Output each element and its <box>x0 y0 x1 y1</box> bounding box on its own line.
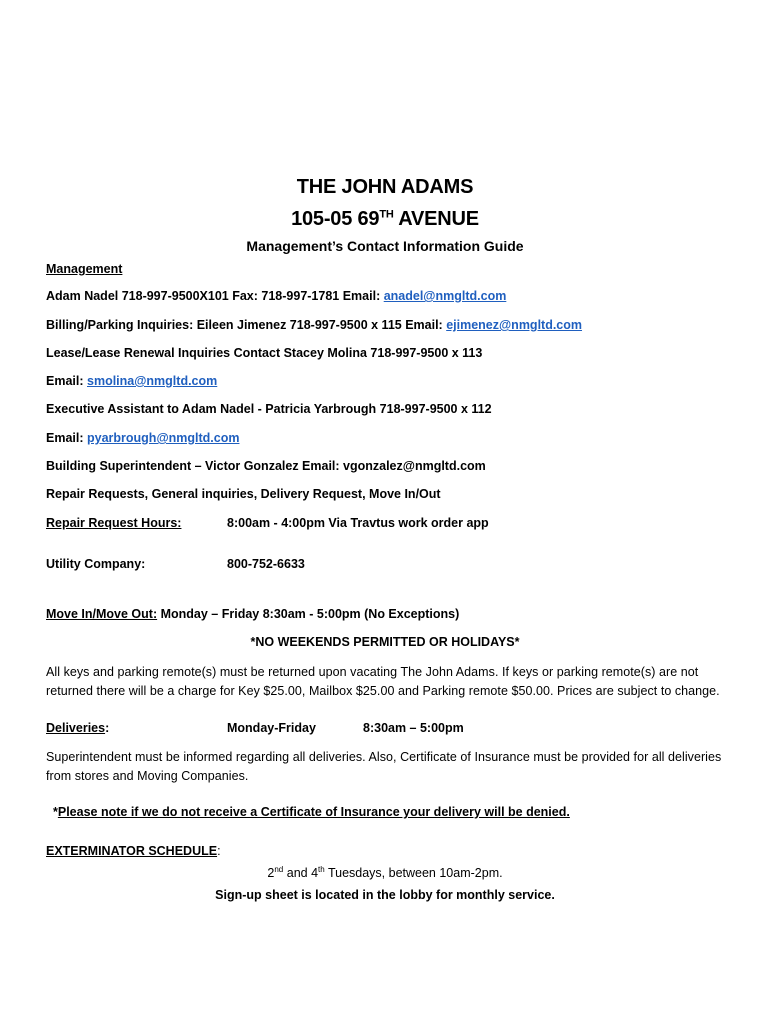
address-number: 105-05 69 <box>291 208 380 230</box>
keys-paragraph: All keys and parking remote(s) must be returned upon vacating The John Adams. If keys or parking remote(s) are not returned there will be a charge for Key $25.00, Mailbox $25.00 and Parking remote $50.00. Prices are subject to change. <box>46 665 720 698</box>
deliveries-hours: 8:30am – 5:00pm <box>363 721 464 735</box>
title-building-name: THE JOHN ADAMS <box>296 176 474 198</box>
deliveries-label: Deliveries <box>46 721 106 735</box>
utility-row <box>46 557 726 571</box>
superintendent-contact-line: Building Superintendent – Victor Gonzalez Email: vgonzalez@nmgltd.com <box>46 459 486 473</box>
schedule-time: Tuesdays, between 10am-2pm. <box>324 866 503 880</box>
adam-contact-text: Adam Nadel 718-997-9500X101 Fax: 718-997-1781 Email: <box>46 289 384 303</box>
deliveries-days: Monday-Friday <box>227 721 316 735</box>
move-value: Monday – Friday 8:30am - 5:00pm (No Exceptions) <box>157 607 460 621</box>
move-weekend-note: *NO WEEKENDS PERMITTED OR HOLIDAYS* <box>250 635 520 649</box>
lease-email-line <box>46 374 217 388</box>
move-label: Move In/Move Out: <box>46 607 158 621</box>
billing-email-link[interactable]: ejimenez@nmgltd.com <box>446 318 583 332</box>
lease-contact-line: Lease/Lease Renewal Inquiries Contact Stacey Molina 718-997-9500 x 113 <box>46 346 483 360</box>
utility-label: Utility Company: <box>46 557 146 571</box>
schedule-second: and 4 <box>283 866 319 880</box>
insurance-warning <box>53 805 570 819</box>
schedule-first: 2 <box>267 866 275 880</box>
address-ordinal: TH <box>379 208 394 221</box>
billing-contact-text: Billing/Parking Inquiries: Eileen Jimenez 718-997-9500 x 115 Email: <box>46 318 447 332</box>
deliveries-paragraph: Superintendent must be informed regarding all deliveries. Also, Certificate of Insurance must be provided for all deliveries from stores and Moving Companies. <box>46 750 722 783</box>
move-row <box>46 607 459 621</box>
exterminator-schedule <box>0 866 770 880</box>
document-title <box>0 176 770 199</box>
schedule-second-ordinal: th <box>318 864 325 874</box>
management-heading: Management <box>46 262 123 276</box>
deliveries-row <box>46 721 726 735</box>
insurance-warning-text: Please note if we do not receive a Certificate of Insurance your delivery will be denied. <box>57 805 570 819</box>
deliveries-colon: : <box>105 721 110 735</box>
exterminator-colon: : <box>217 844 221 858</box>
adam-email-link[interactable]: anadel@nmgltd.com <box>383 289 507 303</box>
schedule-first-ordinal: nd <box>274 864 284 874</box>
exec-contact-line: Executive Assistant to Adam Nadel - Patricia Yarbrough 718-997-9500 x 112 <box>46 402 492 416</box>
exterminator-heading: EXTERMINATOR SCHEDULE <box>46 844 218 858</box>
address-street: AVENUE <box>393 208 479 230</box>
document-subtitle: Management’s Contact Information Guide <box>246 238 524 254</box>
exec-email-link[interactable]: pyarbrough@nmgltd.com <box>87 431 240 445</box>
insurance-warning-asterisk: * <box>53 805 58 819</box>
adam-contact-line <box>46 289 506 303</box>
billing-contact-line <box>46 318 582 332</box>
utility-value: 800-752-6633 <box>227 557 305 571</box>
exterminator-heading-line <box>46 844 221 858</box>
lease-email-link[interactable]: smolina@nmgltd.com <box>87 374 218 388</box>
exec-email-label: Email: <box>46 431 87 445</box>
lease-email-label: Email: <box>46 374 87 388</box>
signup-note: Sign-up sheet is located in the lobby for monthly service. <box>215 888 555 902</box>
repair-hours-value: 8:00am - 4:00pm Via Travtus work order app <box>227 516 489 530</box>
repair-requests-line: Repair Requests, General inquiries, Delivery Request, Move In/Out <box>46 487 441 501</box>
document-address <box>0 208 770 231</box>
repair-hours-row <box>46 516 726 530</box>
exec-email-line <box>46 431 239 445</box>
repair-hours-label: Repair Request Hours: <box>46 516 182 530</box>
